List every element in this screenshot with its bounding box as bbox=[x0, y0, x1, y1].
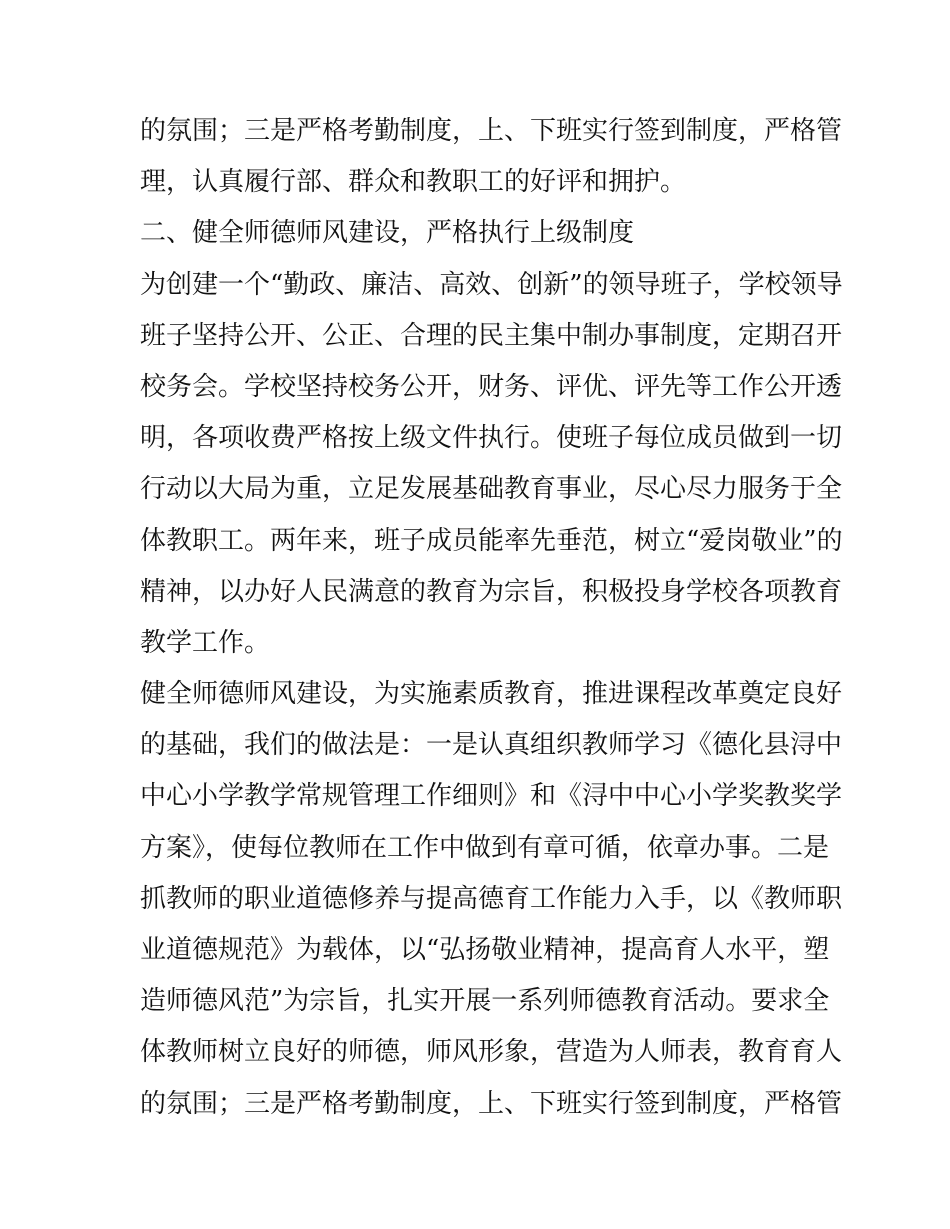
text-line: 体教师树立良好的师德，师风形象，营造为人师表，教育育人 bbox=[140, 1037, 843, 1068]
text-line: 抓教师的职业道德修养与提高德育工作能力入手，以《教师职 bbox=[140, 883, 843, 914]
document-body bbox=[140, 106, 843, 1130]
text-line: 理，认真履行部、群众和教职工的好评和拥护。 bbox=[140, 167, 687, 198]
text-line: 的氛围；三是严格考勤制度，上、下班实行签到制度，严格管 bbox=[140, 1088, 843, 1119]
text-line: 精神，以办好人民满意的教育为宗旨，积极投身学校各项教育 bbox=[140, 576, 843, 607]
text-line: 为创建一个“勤政、廉洁、高效、创新”的领导班子，学校领导 bbox=[140, 269, 843, 300]
text-line: 健全师德师风建设，为实施素质教育，推进课程改革奠定良好 bbox=[140, 679, 843, 710]
text-line: 校务会。学校坚持校务公开，财务、评优、评先等工作公开透 bbox=[140, 371, 843, 402]
text-line: 明，各项收费严格按上级文件执行。使班子每位成员做到一切 bbox=[140, 423, 843, 454]
text-line: 的基础，我们的做法是：一是认真组织教师学习《德化县浔中 bbox=[140, 730, 843, 761]
text-line: 方案》，使每位教师在工作中做到有章可循，依章办事。二是 bbox=[140, 832, 830, 863]
text-line: 的氛围；三是严格考勤制度，上、下班实行签到制度，严格管 bbox=[140, 116, 843, 146]
text-line: 业道德规范》为载体，以“弘扬敬业精神，提高育人水平，塑 bbox=[140, 935, 830, 965]
text-line: 班子坚持公开、公正、合理的民主集中制办事制度，定期召开 bbox=[140, 320, 843, 351]
text-line: 造师德风范”为宗旨，扎实开展一系列师德教育活动。要求全 bbox=[140, 986, 830, 1017]
section-heading: 二、健全师德师风建设，严格执行上级制度 bbox=[140, 218, 635, 249]
text-line: 体教职工。两年来，班子成员能率先垂范，树立“爱岗敬业”的 bbox=[140, 525, 843, 556]
text-line: 教学工作。 bbox=[140, 627, 271, 658]
text-line: 中心小学教学常规管理工作细则》和《浔中中心小学奖教奖学 bbox=[140, 781, 843, 812]
text-line: 行动以大局为重，立足发展基础教育事业，尽心尽力服务于全 bbox=[140, 474, 843, 505]
